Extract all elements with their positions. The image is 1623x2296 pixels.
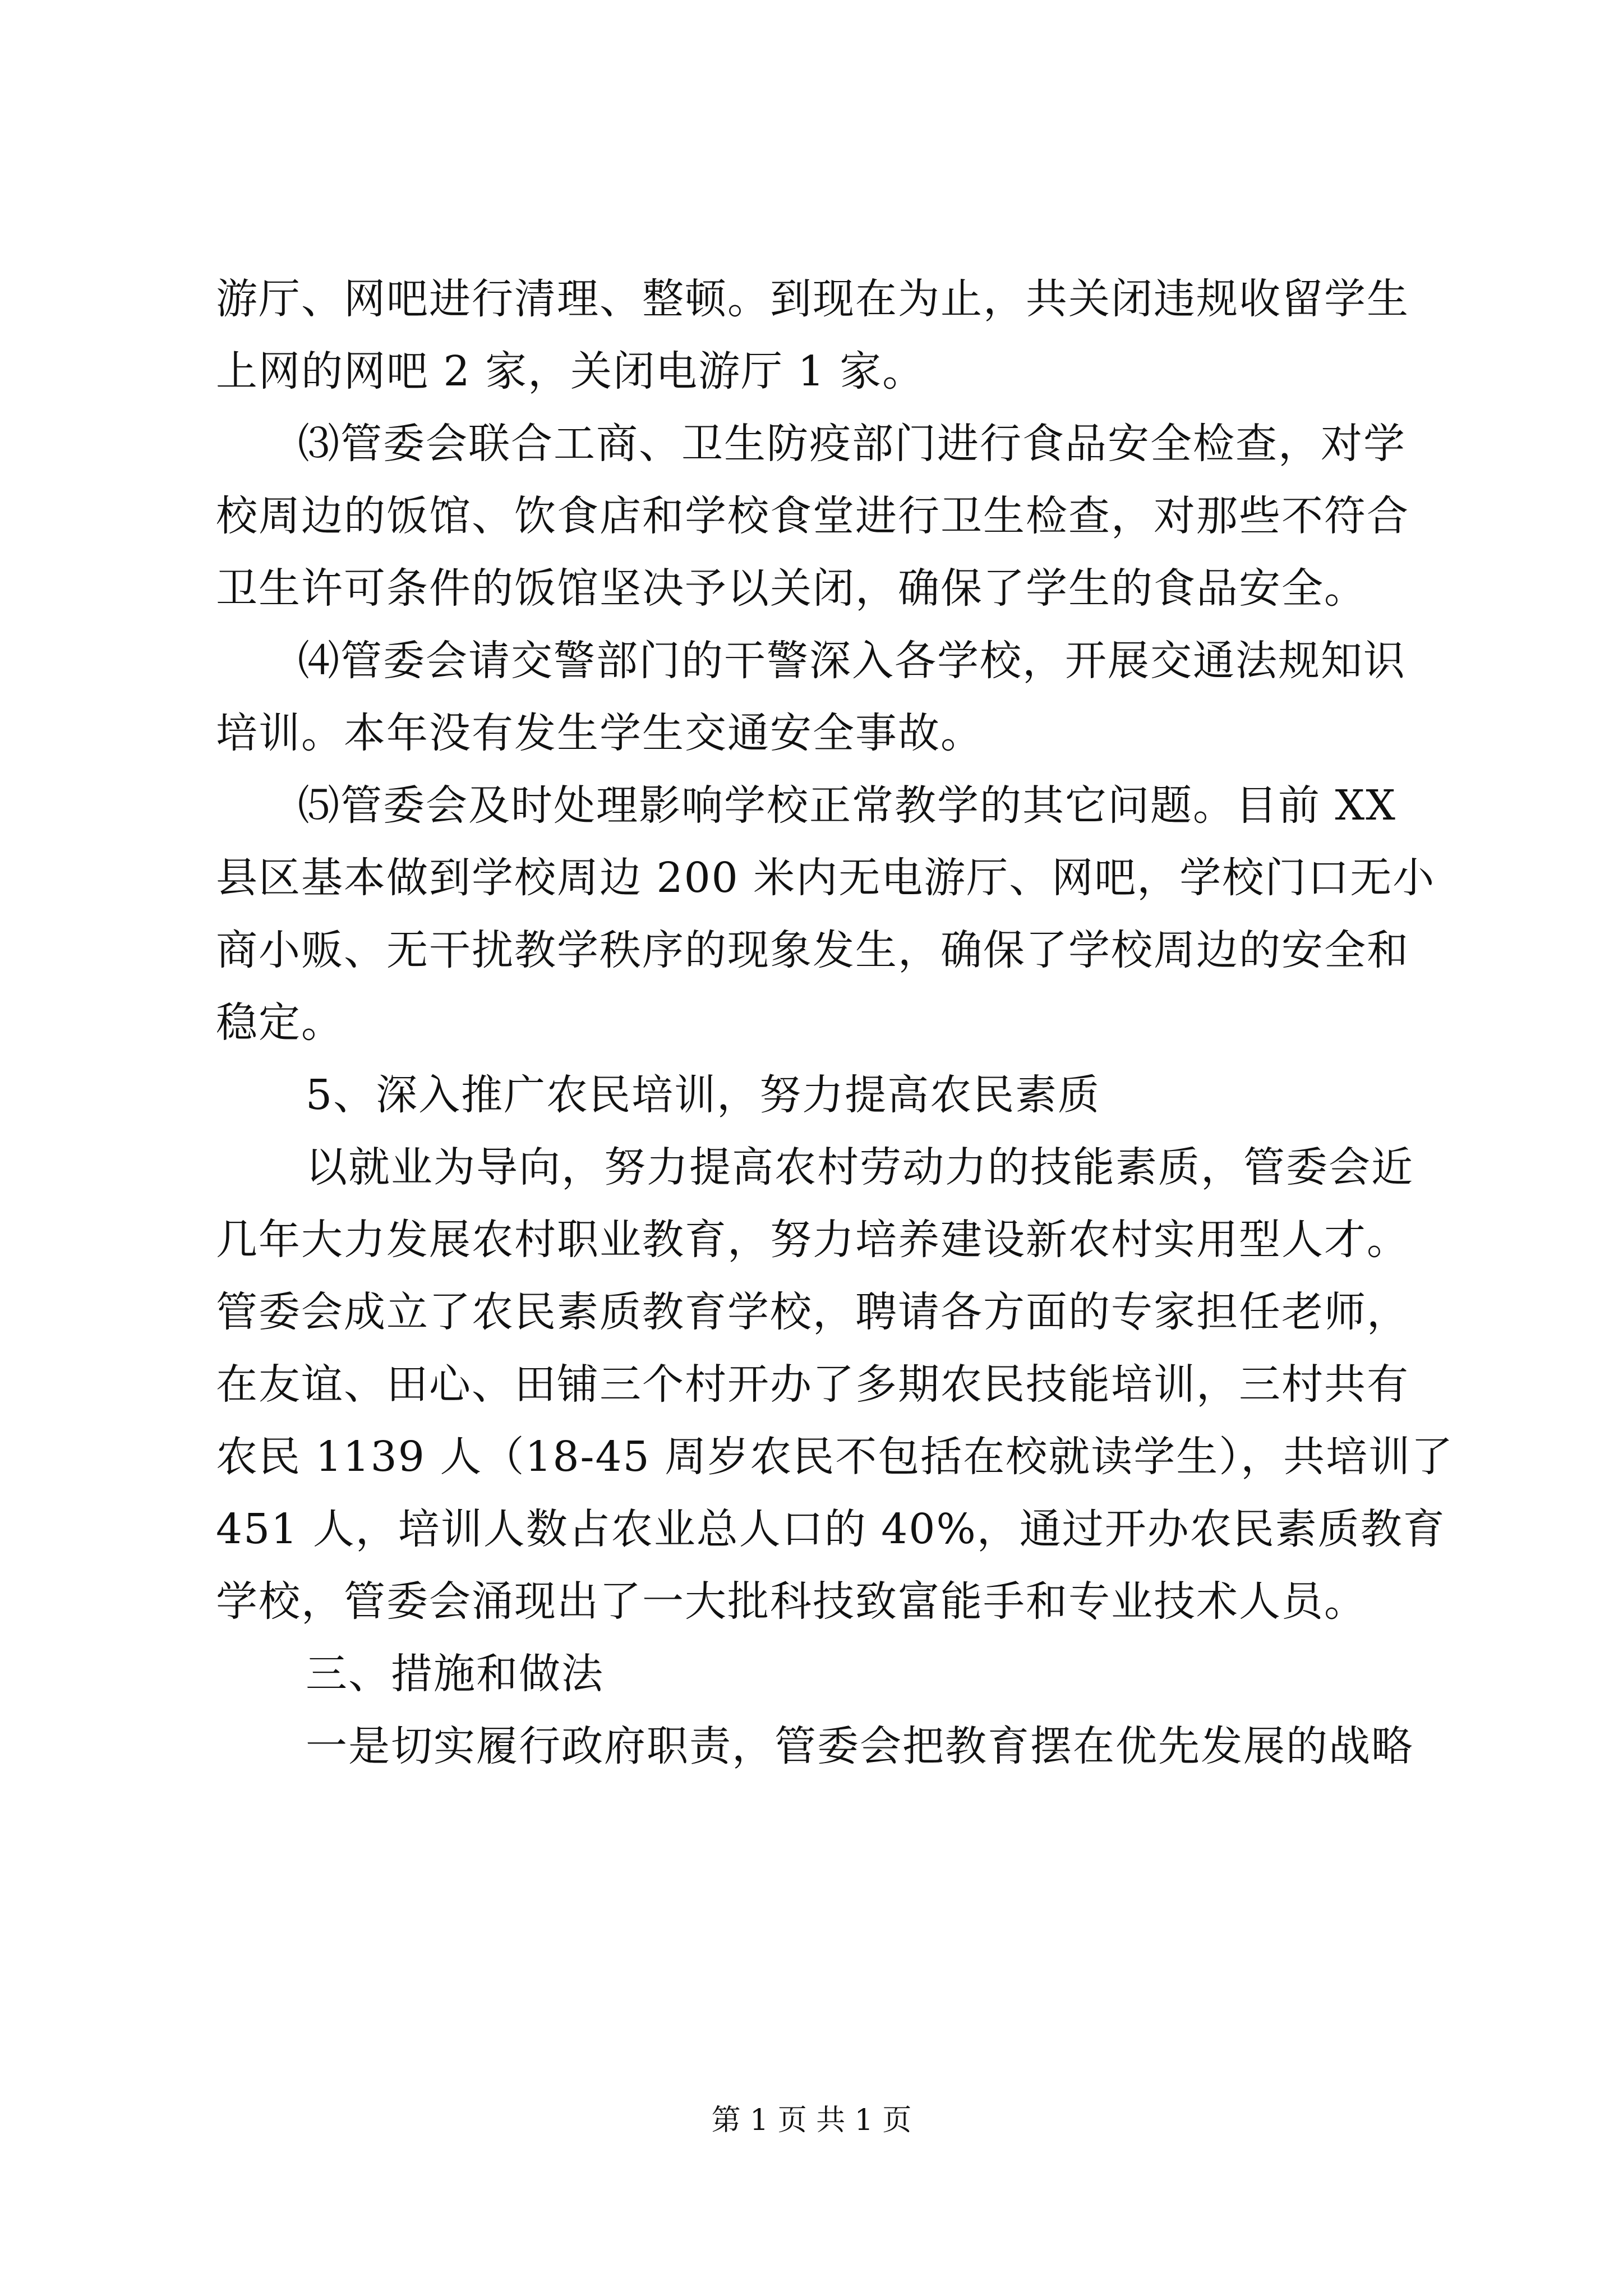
text-line: 在友谊、田心、田铺三个村开办了多期农民技能培训，三村共有 [216, 1360, 1409, 1409]
text-line: 以就业为导向，努力提高农村劳动力的技能素质，管委会近 [306, 1143, 1414, 1191]
text-line: ⑸管委会及时处理影响学校正常教学的其它问题。目前 XX [298, 781, 1396, 830]
text-line: ⑶管委会联合工商、卫生防疫部门进行食品安全检查，对学 [298, 420, 1406, 468]
text-line: 一是切实履行政府职责，管委会把教育摆在优先发展的战略 [306, 1722, 1414, 1770]
text-line: 451 人，培训人数占农业总人口的 40%，通过开办农民素质教育 [216, 1505, 1446, 1553]
section-heading: 5、深入推广农民培训，努力提高农民素质 [306, 1071, 1101, 1119]
text-line: 校周边的饭馆、饮食店和学校食堂进行卫生检查，对那些不符合 [216, 492, 1409, 540]
text-line: 农民 1139 人（18-45 周岁农民不包括在校就读学生），共培训了 [216, 1433, 1454, 1481]
text-line: ⑷管委会请交警部门的干警深入各学校，开展交通法规知识 [298, 637, 1406, 685]
text-line: 几年大力发展农村职业教育，努力培养建设新农村实用型人才。 [216, 1216, 1409, 1264]
text-line: 管委会成立了农民素质教育学校，聘请各方面的专家担任老师， [216, 1288, 1409, 1336]
section-heading: 三、措施和做法 [306, 1650, 604, 1698]
page-footer: 第 1 页 共 1 页 [711, 2104, 912, 2137]
text-line: 卫生许可条件的饭馆坚决予以关闭，确保了学生的食品安全。 [216, 564, 1367, 613]
text-line: 商小贩、无干扰教学秩序的现象发生，确保了学校周边的安全和 [216, 926, 1409, 974]
text-line: 学校，管委会涌现出了一大批科技致富能手和专业技术人员。 [216, 1577, 1367, 1626]
text-line: 稳定。 [216, 999, 344, 1047]
text-line: 培训。本年没有发生学生交通安全事故。 [216, 709, 983, 757]
text-line: 上网的网吧 2 家，关闭电游厅 1 家。 [216, 347, 925, 395]
text-line: 游厅、网吧进行清理、整顿。到现在为止，共关闭违规收留学生 [216, 275, 1409, 323]
text-line: 县区基本做到学校周边 200 米内无电游厅、网吧，学校门口无小 [216, 854, 1436, 902]
